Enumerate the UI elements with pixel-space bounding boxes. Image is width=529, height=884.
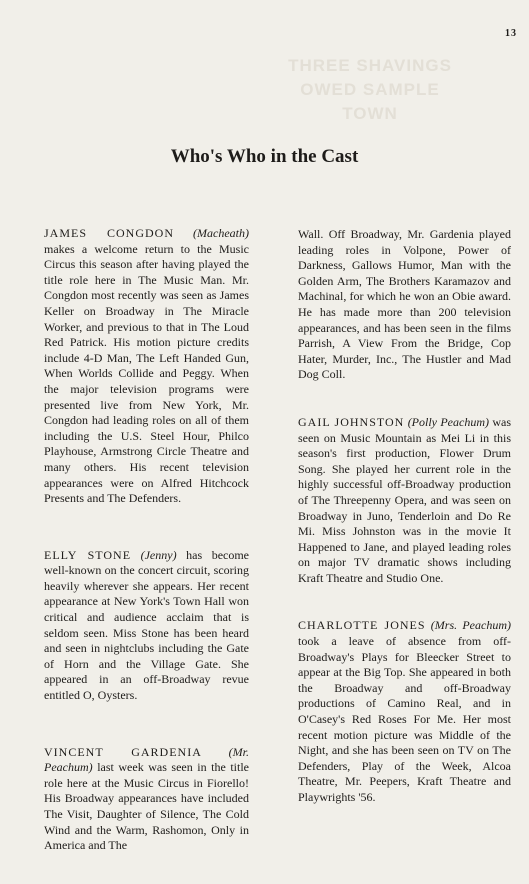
cast-bio <box>44 745 249 854</box>
cast-bio <box>44 548 249 704</box>
cast-bio <box>298 618 511 805</box>
cast-bio-text: Wall. Off Broadway, Mr. Gardenia played leading roles in Volpone, Power of Darkness, Gallows Humor, Man with the Golden Arm, The Brothers Karamazov and Machinal, for which he won an Obie award. He has made more than 200 television appearances, and has been seen in the films Parrish, A View From the Bridge, Cop Hater, Murder, Inc., The Hustler and Mad Dog Coll. <box>298 227 511 382</box>
cast-bio-continued <box>298 227 511 383</box>
bleed-through-line: OWED SAMPLE TOWN <box>300 80 440 123</box>
cast-role: (Polly Peachum) <box>407 414 489 429</box>
left-column <box>44 226 249 884</box>
cast-name: GAIL JOHNSTON <box>298 414 405 429</box>
cast-bio <box>44 226 249 507</box>
right-column <box>298 227 511 838</box>
page-title: Who's Who in the Cast <box>170 146 359 167</box>
cast-bio-text: has become well-known on the concert circuit, scoring heavily wherever she appears. Her recent appearance at New York's Town Hall won critical and audience acclaim that is seldom seen. Miss Stone has been heard and seen in nightclubs including the Gate of Horn and the Village Gate. She appeared in an off-Broadway revue entitled O, Oysters. <box>44 547 250 703</box>
bleed-through-line: THREE SHAVINGS <box>288 56 452 75</box>
cast-role: (Macheath) <box>193 226 249 240</box>
cast-bio <box>298 415 511 587</box>
cast-role: (Mrs. Peachum) <box>430 618 511 633</box>
cast-name: JAMES CONGDON <box>44 226 175 240</box>
cast-bio-text: took a leave of absence from off-Broadway's Plays for Bleecker Street to appear at the Big Top. She appeared in both the Broadway and off-Broadway productions of Camino Real, and in O'Casey's Red Roses For Me. Her most recent motion picture was Middle of the Night, and she has been seen on TV on The Defenders, Play of the Week, Alcoa Theatre, Mr. Peepers, Kraft Theatre and Playwrights '56. <box>298 634 511 804</box>
page-number: 13 <box>505 28 517 39</box>
cast-bio-text: was seen on Music Mountain as Mei Li in this season's first production, Flower Drum Song. She played her current role in the highly successful off-Broadway production of The Threepenny Opera, and was seen on Broadway in Juno, Tenderloin and Do Re Mi. Miss Johnston was in the movie It Happened to Jane, and played leading roles on major TV dramatic shows including Kraft Theatre and Studio One. <box>298 414 512 585</box>
cast-bio-text: makes a welcome return to the Music Circus this season after having played the title role here in The Music Man. Mr. Congdon most recently was seen as James Keller on Broadway in The Miracle Worker, and previous to that in The Loud Red Patrick. His motion picture credits include 4-D Man, The Left Handed Gun, When Worlds Collide and Peggy. When the major television programs were presented live from New York, Mr. Congdon had leading roles on all of them including the U.S. Steel Hour, Philco Playhouse, Armstrong Circle Theatre and many others. His recent television appearances were on Alfred Hitchcock Presents and The Defenders. <box>44 241 249 506</box>
cast-name: ELLY STONE <box>44 547 132 562</box>
cast-name: CHARLOTTE JONES <box>298 618 426 633</box>
cast-name: VINCENT GARDENIA <box>44 744 202 759</box>
cast-role: (Jenny) <box>140 547 177 562</box>
bleed-through-text <box>280 54 460 126</box>
cast-role: (Mr. Peachum) <box>44 744 249 775</box>
cast-bio-text: last week was seen in the title role here at the Music Circus in Fiorello! His Broadway appearances have included The Visit, Daughter of Silence, The Cold Wind and the Warm, Rashomon, Only in America and The <box>44 760 249 853</box>
